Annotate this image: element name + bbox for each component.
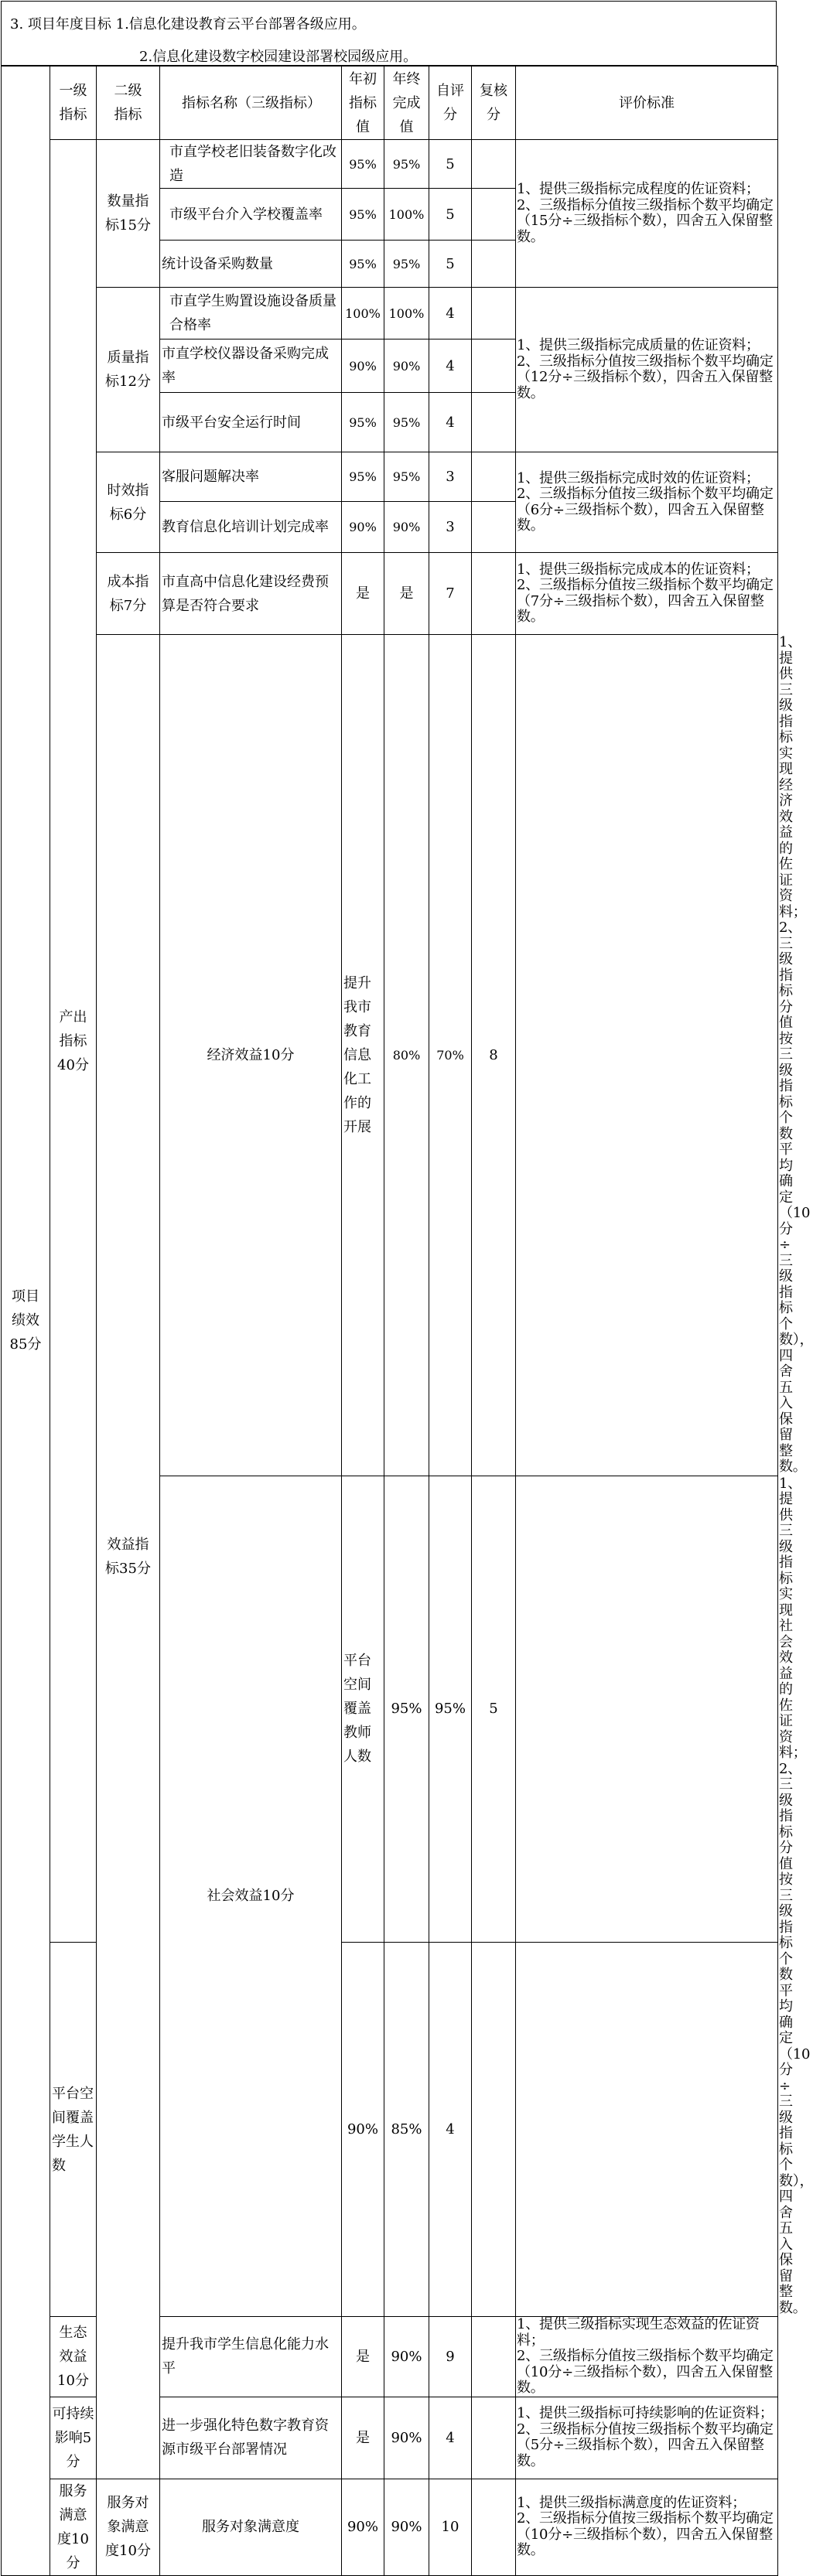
- table-row: [2, 553, 778, 635]
- indicator-name: 市直高中信息化建设经费预算是否符合要求: [160, 553, 342, 635]
- actual-value: 90%: [384, 2479, 429, 2575]
- self-score: 5: [472, 1476, 516, 1943]
- self-score: 4: [429, 2397, 472, 2479]
- criteria-quality: 1、提供三级指标完成质量的佐证资料； 2、三级指标分值按三级指标个数平均确定（12分÷三级指标个数），四舍五入保留整数。: [516, 288, 778, 452]
- actual-value: 95%: [384, 241, 429, 288]
- self-score: 4: [429, 339, 472, 393]
- actual-value: 90%: [384, 2317, 429, 2397]
- col-self: 自评分: [429, 67, 472, 140]
- target-value: 80%: [384, 635, 429, 1476]
- actual-value: 70%: [429, 635, 472, 1476]
- table-row: [2, 140, 778, 189]
- review-score: [472, 502, 516, 553]
- review-score: [472, 189, 516, 241]
- project-goal-header: [1, 1, 777, 66]
- target-value: 是: [342, 553, 384, 635]
- criteria-sustainable: 1、提供三级指标可持续影响的佐证资料； 2、三级指标分值按三级指标个数平均确定（5分÷三级指标个数），四舍五入保留整数。: [516, 2397, 778, 2479]
- indicator-name: 市直学校老旧装备数字化改造: [160, 140, 342, 189]
- actual-value: 95%: [384, 140, 429, 189]
- target-value: 95%: [342, 140, 384, 189]
- group-satisfaction: 服务对象满意度10分: [97, 2479, 160, 2575]
- target-value: 95%: [342, 452, 384, 502]
- indicator-name: 服务对象满意度: [160, 2479, 342, 2575]
- self-score: 7: [429, 553, 472, 635]
- self-score: 4: [429, 393, 472, 452]
- indicator-name: 进一步强化特色数字教育资源市级平台部署情况: [160, 2397, 342, 2479]
- review-score: [472, 452, 516, 502]
- target-value: 90%: [342, 2479, 384, 2575]
- actual-value: 90%: [384, 339, 429, 393]
- actual-value: 95%: [429, 1476, 472, 1943]
- table-row: 社会效益10分 平台空间覆盖教师人数 95% 95% 5 1、提供三级指标实现社会效益的佐证资料； 2、三级指标分值按三级指标个数平均确定（10分÷三级指标个数），四舍五入保留整数。: [2, 1476, 778, 1943]
- actual-value: 100%: [384, 189, 429, 241]
- actual-value: 85%: [384, 1943, 429, 2317]
- criteria-ecological: 1、提供三级指标实现生态效益的佐证资料； 2、三级指标分值按三级指标个数平均确定（10分÷三级指标个数），四舍五入保留整数。: [516, 2317, 778, 2397]
- self-score: 5: [429, 189, 472, 241]
- target-value: 是: [342, 2397, 384, 2479]
- review-score: [472, 393, 516, 452]
- criteria-timeliness: 1、提供三级指标完成时效的佐证资料； 2、三级指标分值按三级指标个数平均确定（6分÷三级指标个数），四舍五入保留整数。: [516, 452, 778, 553]
- review-score: [472, 241, 516, 288]
- review-score: [472, 288, 516, 339]
- col-level1: 一级指标: [50, 67, 97, 140]
- indicator-name: 市直学校仪器设备采购完成率: [160, 339, 342, 393]
- output-category: 产出指标40分: [50, 140, 97, 1943]
- indicator-name: 平台空间覆盖学生人数: [50, 1943, 97, 2317]
- criteria-quantity: 1、提供三级指标完成程度的佐证资料； 2、三级指标分值按三级指标个数平均确定（15分÷三级指标个数），四舍五入保留整数。: [516, 140, 778, 288]
- indicator-name: 市级平台介入学校覆盖率: [160, 189, 342, 241]
- header-row: [2, 67, 778, 140]
- group-economic: 经济效益10分: [160, 635, 342, 1476]
- criteria-cost: 1、提供三级指标完成成本的佐证资料； 2、三级指标分值按三级指标个数平均确定（7分÷三级指标个数），四舍五入保留整数。: [516, 553, 778, 635]
- review-score: [472, 2479, 516, 2575]
- review-score: [472, 339, 516, 393]
- table-row: [2, 2479, 778, 2575]
- target-value: 95%: [342, 189, 384, 241]
- actual-value: 100%: [384, 288, 429, 339]
- group-timeliness: 时效指标6分: [97, 452, 160, 553]
- indicator-name: 统计设备采购数量: [160, 241, 342, 288]
- review-score: [472, 553, 516, 635]
- col-name: 指标名称（三级指标）: [160, 67, 342, 140]
- review-score: [516, 1476, 778, 1943]
- indicator-name: 提升我市学生信息化能力水平: [160, 2317, 342, 2397]
- actual-value: 95%: [384, 452, 429, 502]
- col-criteria: 评价标准: [516, 67, 778, 140]
- review-score: [516, 635, 778, 1476]
- review-score: [472, 1943, 516, 2317]
- criteria-satisfaction: 1、提供三级指标满意度的佐证资料； 2、三级指标分值按三级指标个数平均确定（10分÷三级指标个数），四舍五入保留整数。: [516, 2479, 778, 2575]
- target-value: 95%: [384, 1476, 429, 1943]
- target-value: 是: [342, 2317, 384, 2397]
- self-score: 9: [429, 2317, 472, 2397]
- indicator-name: 客服问题解决率: [160, 452, 342, 502]
- indicator-name: 市直学生购置设施设备质量合格率: [160, 288, 342, 339]
- satisfaction-category: 服务满意度10分: [50, 2479, 97, 2575]
- goal-line-1: 3. 项目年度目标 1.信息化建设教育云平台部署各级应用。: [10, 16, 366, 32]
- col-level2: 二级指标: [97, 67, 160, 140]
- group-quality: 质量指标12分: [97, 288, 160, 452]
- table-row: [2, 452, 778, 502]
- self-score: 5: [429, 241, 472, 288]
- review-score: [472, 2317, 516, 2397]
- group-ecological: 生态效益10分: [50, 2317, 97, 2397]
- col-review: 复核分: [472, 67, 516, 140]
- group-social: 社会效益10分: [160, 1476, 342, 2317]
- col-actual: 年终完成值: [384, 67, 429, 140]
- self-score: 10: [429, 2479, 472, 2575]
- self-score: 4: [429, 1943, 472, 2317]
- self-score: 4: [429, 288, 472, 339]
- self-score: 8: [472, 635, 516, 1476]
- benefit-category: 效益指标35分: [97, 635, 160, 2479]
- indicator-name: 教育信息化培训计划完成率: [160, 502, 342, 553]
- actual-value: 90%: [384, 2397, 429, 2479]
- performance-table: [1, 66, 813, 2576]
- target-value: 90%: [342, 339, 384, 393]
- indicator-name: 平台空间覆盖教师人数: [342, 1476, 384, 1943]
- target-value: 90%: [342, 502, 384, 553]
- group-cost: 成本指标7分: [97, 553, 160, 635]
- group-sustainable: 可持续影响5分: [50, 2397, 97, 2479]
- target-value: 100%: [342, 288, 384, 339]
- review-score: [472, 2397, 516, 2479]
- top-category: 项目绩效85分: [2, 67, 50, 2576]
- table-row: [2, 288, 778, 339]
- indicator-name: 提升我市教育信息化工作的开展: [342, 635, 384, 1476]
- self-score: 3: [429, 502, 472, 553]
- col-target: 年初指标值: [342, 67, 384, 140]
- indicator-name: 市级平台安全运行时间: [160, 393, 342, 452]
- review-score: [472, 140, 516, 189]
- target-value: 95%: [342, 241, 384, 288]
- goal-line-2: 2.信息化建设数字校园建设部署校园级应用。: [139, 49, 418, 65]
- actual-value: 90%: [384, 502, 429, 553]
- table-row: 效益指标35分 经济效益10分 提升我市教育信息化工作的开展 80% 70% 8 1、提供三级指标实现经济效益的佐证资料； 2、三级指标分值按三级指标个数平均确定（10分÷三级指标个数），四舍五入保留整数。: [2, 635, 778, 1476]
- actual-value: 95%: [384, 393, 429, 452]
- target-value: 95%: [342, 393, 384, 452]
- target-value: 90%: [342, 1943, 384, 2317]
- group-quantity: 数量指标15分: [97, 140, 160, 288]
- self-score: 5: [429, 140, 472, 189]
- self-score: 3: [429, 452, 472, 502]
- actual-value: 是: [384, 553, 429, 635]
